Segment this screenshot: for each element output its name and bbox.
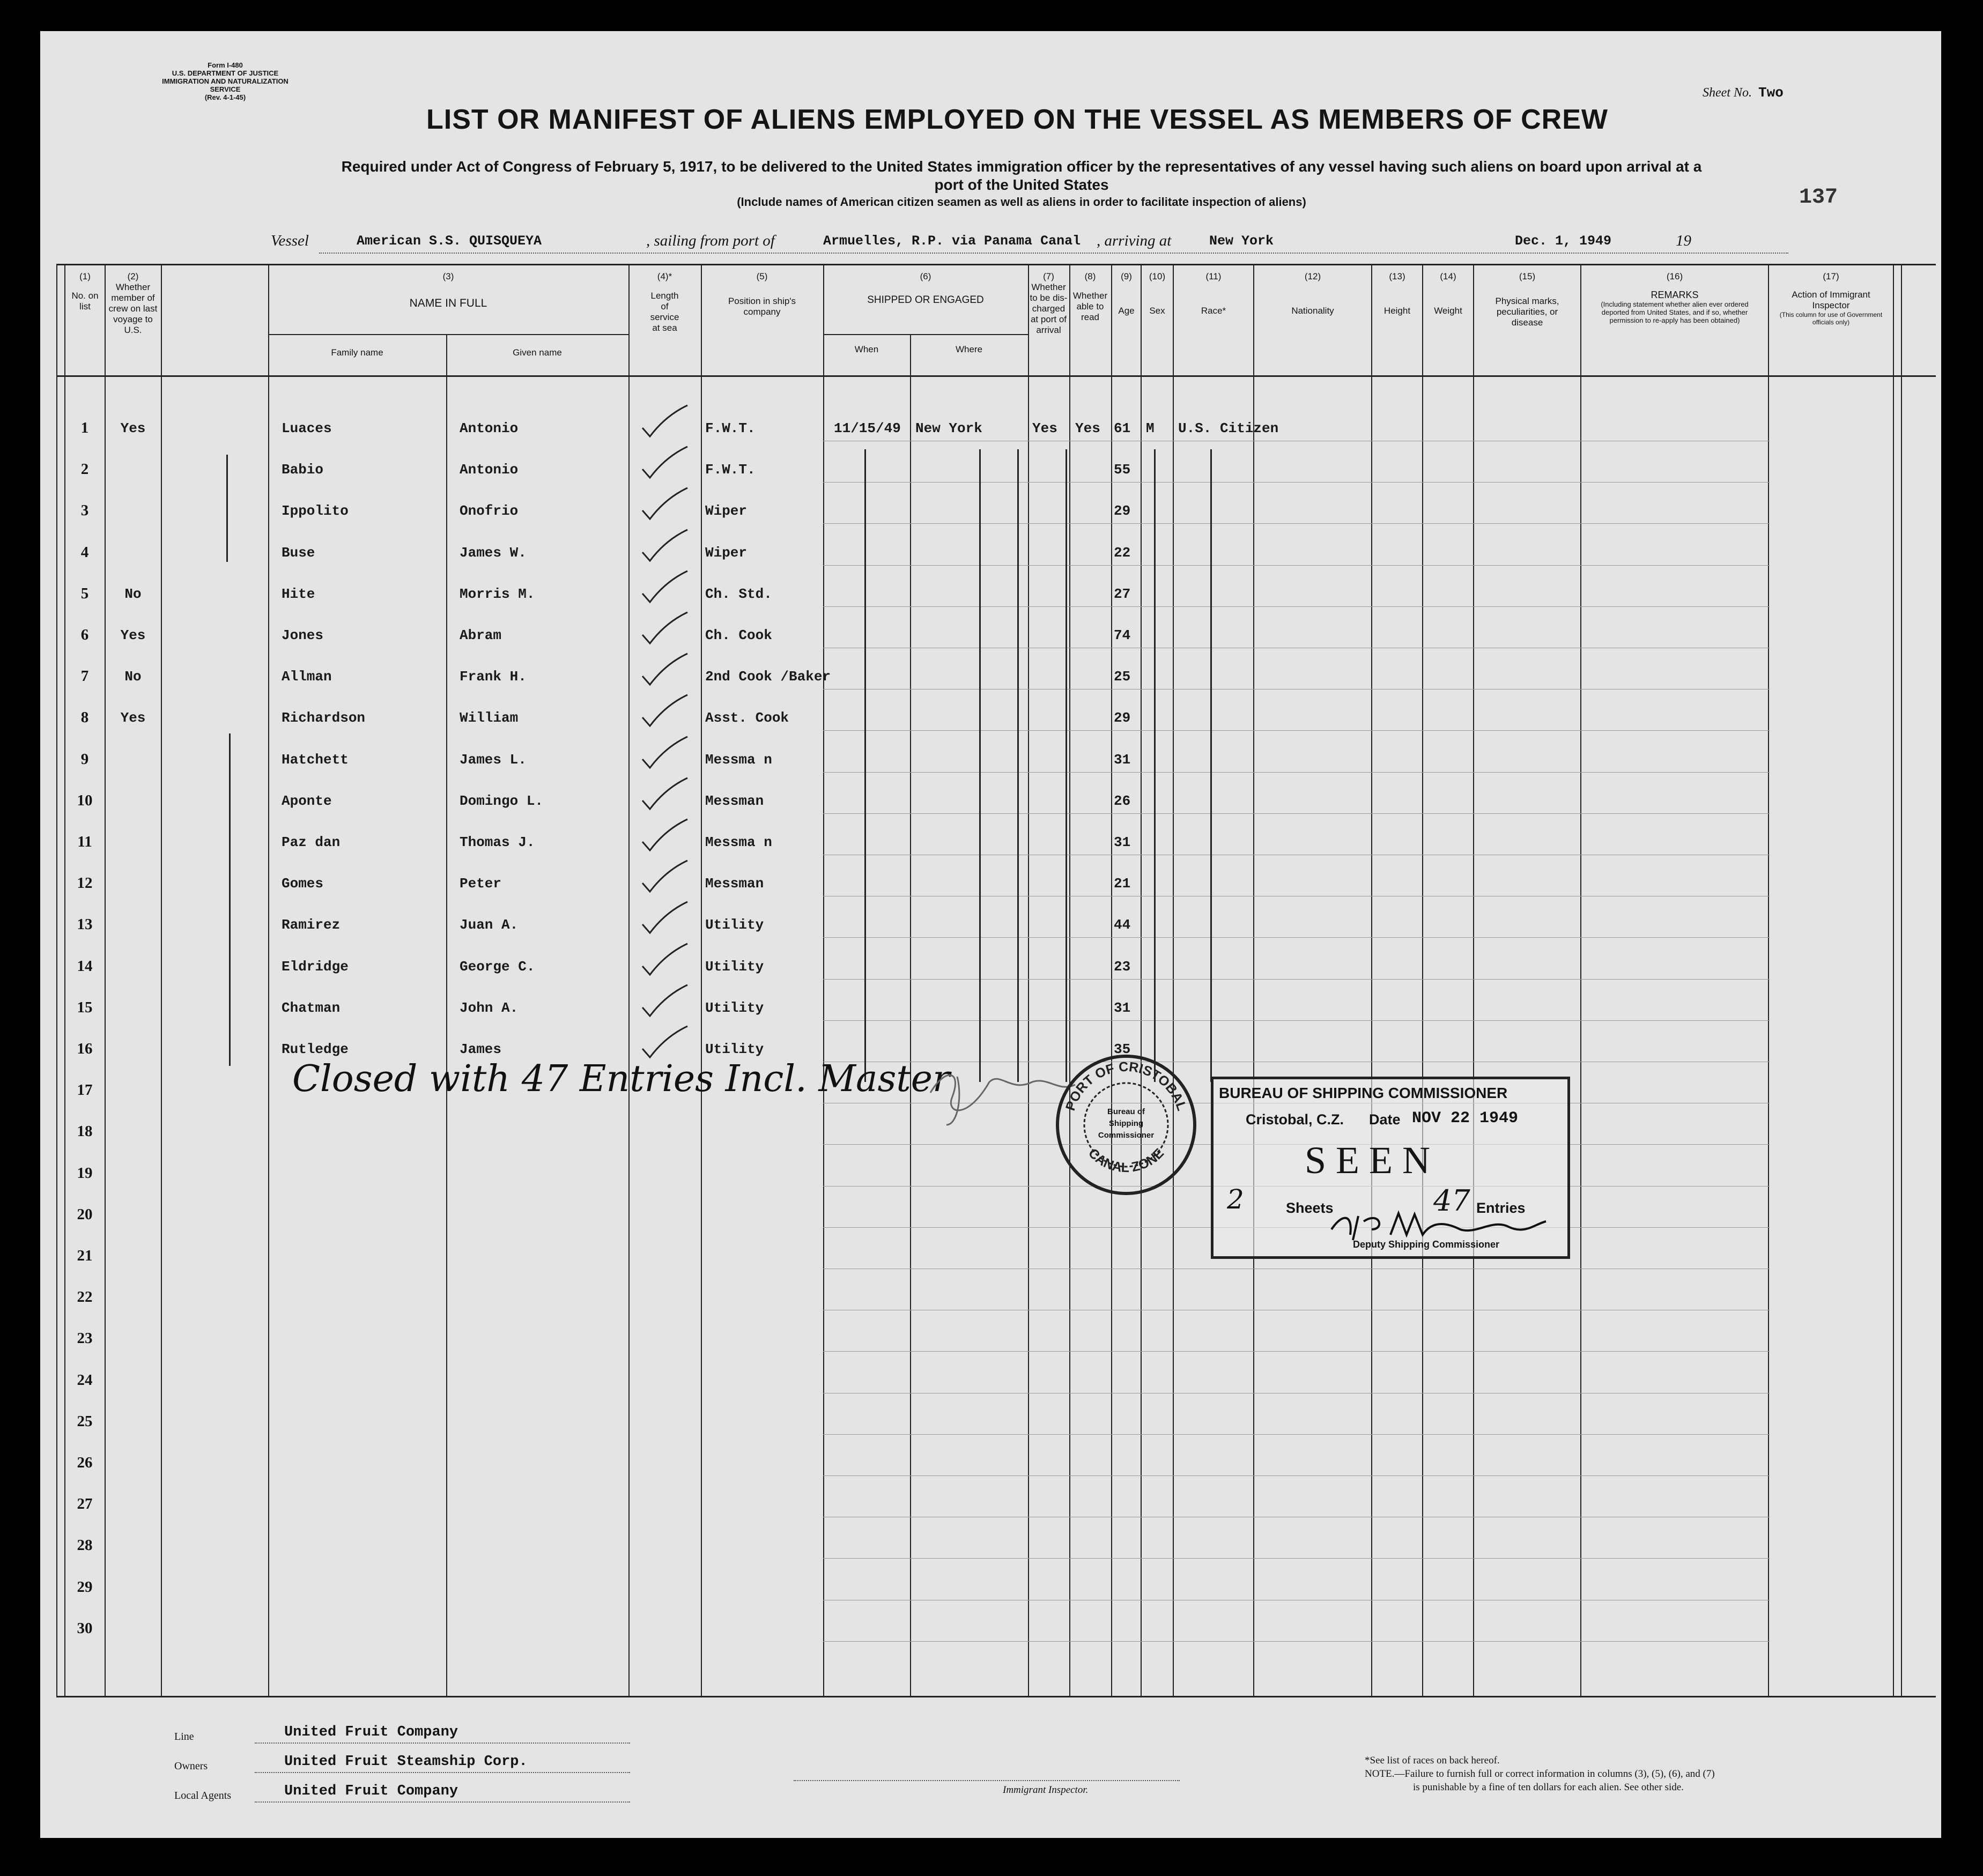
- cell-age: 31: [1114, 999, 1131, 1016]
- row-number: 30: [77, 1619, 93, 1637]
- column-line: [105, 264, 106, 1697]
- line-underline: [255, 1742, 630, 1744]
- ditto-line: [1066, 449, 1067, 1082]
- seal-inner-text: Bureau of Shipping Commissioner: [1098, 1107, 1155, 1140]
- row-rule: [823, 1558, 1770, 1559]
- col-1-header: [65, 271, 105, 312]
- col-16-label: REMARKS: [1651, 290, 1699, 300]
- form-identification: [147, 61, 303, 101]
- seal-bottom-text: CANAL ZONE: [1085, 1145, 1167, 1176]
- row-rule: [823, 1020, 1770, 1021]
- cell-age: 61: [1114, 420, 1131, 436]
- col-1-number: (1): [79, 271, 91, 281]
- cell-given: John A.: [460, 999, 519, 1016]
- col-14-number: (14): [1440, 271, 1456, 281]
- row-rule: [823, 772, 1770, 773]
- column-line: [268, 264, 269, 1697]
- checkmark-icon: [638, 443, 692, 481]
- row-number: 5: [80, 584, 89, 602]
- cell-given: Thomas J.: [460, 834, 535, 850]
- page-title: LIST OR MANIFEST OF ALIENS EMPLOYED ON THE VESSEL AS MEMBERS OF CREW: [426, 104, 1608, 135]
- table-bottom-border: [56, 1696, 1936, 1697]
- cell-last-voyage: Yes: [120, 710, 146, 726]
- row-number: 17: [77, 1081, 93, 1099]
- table-header-bottom: [56, 375, 1936, 377]
- sailing-port: Armuelles, R.P. via Panama Canal: [823, 233, 1081, 249]
- cell-position: Messma n: [705, 751, 772, 768]
- col-14-label: Weight: [1434, 306, 1462, 316]
- row-rule: [823, 523, 1770, 524]
- sheet-number-value: Two: [1758, 85, 1784, 101]
- checkmark-icon: [638, 568, 692, 605]
- cell-age: 25: [1114, 669, 1131, 685]
- vessel-line: [271, 232, 1788, 254]
- ditto-line: [226, 455, 228, 562]
- cell-age: 23: [1114, 958, 1131, 975]
- checkmark-icon: [638, 899, 692, 936]
- stamp-sheets-count: 2: [1227, 1184, 1244, 1215]
- row-number: 28: [77, 1537, 93, 1554]
- cell-family: Richardson: [282, 710, 366, 726]
- stamp-signer-title: Deputy Shipping Commissioner: [1353, 1239, 1500, 1250]
- cell-family: Hite: [282, 585, 315, 602]
- column-line: [1141, 264, 1142, 1697]
- line-value: United Fruit Company: [284, 1724, 458, 1740]
- row-number: 1: [80, 419, 89, 436]
- shipping-commissioner-stamp: [1211, 1077, 1570, 1259]
- department-name: U.S. DEPARTMENT OF JUSTICE: [172, 69, 279, 77]
- cell-age: 29: [1114, 710, 1131, 726]
- cell-position: Utility: [705, 999, 764, 1016]
- revision-date: (Rev. 4-1-45): [204, 93, 246, 101]
- cell-age: 26: [1114, 792, 1131, 809]
- cell-family: Luaces: [282, 420, 332, 436]
- col-7-header: [1029, 271, 1068, 336]
- col-17-label: Action of Immigrant Inspector: [1792, 290, 1870, 310]
- row-rule: [823, 1641, 1770, 1642]
- cell-age: 35: [1114, 1041, 1131, 1057]
- column-line: [1768, 264, 1769, 1697]
- col-5-number: (5): [756, 271, 768, 281]
- cell-age: 21: [1114, 876, 1131, 892]
- checkmark-icon: [638, 609, 692, 647]
- col-3-number: (3): [442, 271, 454, 281]
- column-line: [1473, 264, 1474, 1697]
- agents-label: Local Agents: [174, 1790, 232, 1801]
- col-5-label: Position in ship's company: [728, 296, 796, 317]
- cell-position: Asst. Cook: [705, 710, 789, 726]
- service-name: IMMIGRATION AND NATURALIZATION SERVICE: [162, 77, 288, 93]
- family-name-header: Family name: [331, 347, 383, 358]
- col-13-header: [1372, 271, 1422, 316]
- subtitle-line-1: Required under Act of Congress of February 5, 1917, to be delivered to the United States immigration officer by the representatives of any vessel having such aliens on board upon arrival at a: [341, 158, 1702, 175]
- column-line: [1253, 264, 1254, 1697]
- cell-given: Juan A.: [460, 917, 519, 933]
- cell-when: 11/15/49: [834, 420, 901, 436]
- col-4-number: (4)*: [657, 271, 672, 281]
- col-11-label: Race*: [1201, 306, 1226, 316]
- column-line: [1422, 264, 1423, 1697]
- row-rule: [823, 565, 1770, 566]
- cell-position: F.W.T.: [705, 462, 756, 478]
- col-15-header: [1474, 271, 1580, 328]
- col-12-header: [1254, 271, 1371, 316]
- cell-family: Hatchett: [282, 751, 349, 768]
- sheet-number-label: Sheet No.: [1703, 86, 1752, 100]
- col-7-label: Whether to be dis-charged at port of arrival: [1030, 282, 1068, 335]
- cell-discharged: Yes: [1032, 420, 1057, 436]
- year-label: 19: [1676, 232, 1691, 249]
- col-7-number: (7): [1043, 271, 1054, 281]
- cell-age: 31: [1114, 834, 1131, 850]
- row-rule: [823, 482, 1770, 483]
- row-number: 4: [80, 543, 89, 561]
- cell-family: Jones: [282, 627, 324, 643]
- col-4-label: Length of service at sea: [650, 291, 679, 333]
- cell-position: Messman: [705, 876, 764, 892]
- column-line: [1901, 264, 1902, 1697]
- stamp-date-label: Date: [1369, 1111, 1401, 1128]
- cell-position: Messman: [705, 792, 764, 809]
- col-13-label: Height: [1383, 306, 1411, 316]
- checkmark-icon: [638, 940, 692, 978]
- agents-value: United Fruit Company: [284, 1783, 458, 1799]
- cell-last-voyage: Yes: [120, 420, 146, 436]
- agents-underline: [255, 1801, 630, 1803]
- row-number: 13: [77, 916, 93, 933]
- inspector-label: Immigrant Inspector.: [1003, 1784, 1089, 1796]
- sailing-label: , sailing from port of: [646, 232, 775, 249]
- table-top-border: [56, 264, 1936, 265]
- owners-underline: [255, 1772, 630, 1773]
- cell-family: Eldridge: [282, 958, 349, 975]
- ditto-line: [1017, 449, 1019, 1082]
- cell-family: Ramirez: [282, 917, 341, 933]
- column-line: [701, 264, 702, 1697]
- col-3-header: [268, 271, 628, 309]
- col-8-label: Whether able to read: [1072, 291, 1108, 322]
- row-number: 16: [77, 1040, 93, 1057]
- row-number: 7: [80, 668, 89, 685]
- line-label: Line: [174, 1731, 194, 1742]
- row-rule: [823, 606, 1770, 607]
- form-number: Form I-480: [208, 61, 243, 69]
- cell-age: 27: [1114, 585, 1131, 602]
- row-number: 10: [77, 791, 93, 809]
- cell-family: Allman: [282, 669, 332, 685]
- subtitle-line-2: port of the United States: [934, 176, 1109, 193]
- row-rule: [823, 937, 1770, 938]
- column-line: [64, 264, 65, 1697]
- subtitle-note: (Include names of American citizen seamen as well as aliens in order to facilitate inspection of aliens): [737, 195, 1306, 209]
- col-8-header: [1070, 271, 1110, 323]
- col-2-number: (2): [127, 271, 139, 281]
- row-number: 18: [77, 1123, 93, 1140]
- row-number: 14: [77, 957, 93, 975]
- cell-position: 2nd Cook /Baker: [705, 669, 831, 685]
- cell-age: 44: [1114, 917, 1131, 933]
- inspector-signature-line: [794, 1780, 1180, 1781]
- cell-given: George C.: [460, 958, 535, 975]
- row-number: 19: [77, 1164, 93, 1182]
- cell-age: 74: [1114, 627, 1131, 643]
- checkmark-icon: [638, 775, 692, 812]
- cell-position: Wiper: [705, 544, 748, 561]
- cell-given: Peter: [460, 876, 502, 892]
- column-line: [1028, 264, 1029, 1697]
- port-seal: [1054, 1052, 1198, 1197]
- col-10-header: [1142, 271, 1173, 316]
- row-number: 22: [77, 1288, 93, 1306]
- row-rule: [823, 979, 1770, 980]
- cell-given: James L.: [460, 751, 527, 768]
- row-rule: [823, 813, 1770, 814]
- cell-position: Utility: [705, 1041, 764, 1057]
- cell-given: Morris M.: [460, 585, 535, 602]
- checkmark-icon: [638, 982, 692, 1019]
- cell-age: 55: [1114, 462, 1131, 478]
- col-16-header: [1581, 271, 1768, 324]
- column-line: [56, 264, 57, 1697]
- cell-family: Buse: [282, 544, 315, 561]
- cell-family: Gomes: [282, 876, 324, 892]
- col-3-label: NAME IN FULL: [409, 297, 487, 309]
- sheet-number: [1703, 85, 1784, 101]
- ditto-line: [864, 449, 866, 1082]
- row-rule: [823, 1434, 1770, 1435]
- row-number: 11: [77, 833, 92, 850]
- page-number: 137: [1799, 186, 1838, 210]
- ditto-line: [1154, 449, 1156, 1082]
- stamp-header: BUREAU OF SHIPPING COMMISSIONER: [1219, 1085, 1508, 1101]
- column-line: [823, 264, 824, 1697]
- row-number: 26: [77, 1454, 93, 1471]
- stamp-date: NOV 22 1949: [1412, 1109, 1519, 1128]
- col-15-number: (15): [1519, 271, 1536, 281]
- col-17-sublabel: (This column for use of Government officials only): [1779, 311, 1883, 326]
- cell-family: Aponte: [282, 792, 332, 809]
- cell-given: Frank H.: [460, 669, 527, 685]
- arriving-label: , arriving at: [1097, 232, 1172, 249]
- ditto-line: [1210, 449, 1212, 1082]
- checkmark-icon: [638, 857, 692, 895]
- column-line: [446, 334, 447, 1697]
- checkmark-icon: [638, 1023, 692, 1061]
- row-number: 24: [77, 1371, 93, 1389]
- row-number: 23: [77, 1330, 93, 1347]
- col-8-number: (8): [1084, 271, 1096, 281]
- ditto-line: [979, 449, 981, 1082]
- col-15-label: Physical marks, peculiarities, or disease: [1495, 296, 1559, 328]
- cell-last-voyage: No: [124, 585, 142, 602]
- cell-given: Onofrio: [460, 503, 519, 520]
- row-rule: [823, 730, 1770, 731]
- checkmark-icon: [638, 816, 692, 854]
- col-1-label: No. on list: [71, 291, 99, 312]
- cell-given: James W.: [460, 544, 527, 561]
- cell-position: Wiper: [705, 503, 748, 520]
- column-line: [1580, 264, 1581, 1697]
- form-subtitle: [169, 158, 1874, 194]
- row-rule: [823, 1475, 1770, 1476]
- cell-position: Ch. Std.: [705, 585, 772, 602]
- name-divider: [268, 334, 628, 335]
- cell-age: 22: [1114, 544, 1131, 561]
- col-6-header: [823, 271, 1028, 306]
- column-line: [1893, 264, 1894, 1697]
- col-12-label: Nationality: [1291, 306, 1334, 316]
- col-13-number: (13): [1389, 271, 1405, 281]
- vessel-name: American S.S. QUISQUEYA: [357, 233, 542, 249]
- arrival-date: Dec. 1, 1949: [1515, 233, 1612, 249]
- row-number: 20: [77, 1205, 93, 1223]
- stamp-sheets-label: Sheets: [1286, 1200, 1334, 1216]
- row-number: 2: [80, 461, 89, 478]
- col-10-number: (10): [1149, 271, 1166, 281]
- col-6-label: SHIPPED OR ENGAGED: [867, 294, 984, 306]
- col-12-number: (12): [1304, 271, 1321, 281]
- col-17-number: (17): [1823, 271, 1839, 281]
- stamp-entries-count: 47: [1433, 1184, 1470, 1218]
- checkmark-icon: [638, 527, 692, 564]
- cell-given: James: [460, 1041, 502, 1057]
- checkmark-icon: [638, 692, 692, 729]
- given-name-header: Given name: [513, 347, 562, 358]
- column-line: [1371, 264, 1372, 1697]
- vessel-label: Vessel: [271, 232, 309, 249]
- cell-family: Rutledge: [282, 1041, 349, 1057]
- col-16-number: (16): [1666, 271, 1683, 281]
- cell-race: U.S. Citizen: [1178, 420, 1279, 436]
- stamp-seen: SEEN: [1305, 1139, 1440, 1182]
- race-footnote: *See list of races on back hereof.: [1365, 1755, 1500, 1766]
- ditto-line: [229, 733, 231, 1066]
- col-5-header: [702, 271, 822, 317]
- column-line: [161, 264, 162, 1697]
- row-rule: [823, 1351, 1770, 1352]
- col-2-header: [107, 271, 159, 336]
- checkmark-icon: [638, 733, 692, 771]
- cell-position: Messma n: [705, 834, 772, 850]
- row-number: 21: [77, 1247, 93, 1264]
- owners-label: Owners: [174, 1760, 208, 1772]
- cell-family: Babio: [282, 462, 324, 478]
- column-line: [1173, 264, 1174, 1697]
- cell-given: William: [460, 710, 519, 726]
- col-4-header: [630, 271, 700, 333]
- row-number: 27: [77, 1495, 93, 1513]
- manifest-sheet: [40, 31, 1941, 1838]
- cell-last-voyage: Yes: [120, 627, 146, 643]
- column-line: [910, 334, 911, 1697]
- col-16-sublabel: (Including statement whether alien ever ordered deported from United States, and if so, whether permission to re-apply has been obtained): [1601, 300, 1749, 324]
- col-6-number: (6): [920, 271, 931, 281]
- cell-position: Utility: [705, 958, 764, 975]
- cell-position: F.W.T.: [705, 420, 756, 436]
- penalty-note-2: is punishable by a fine of ten dollars for each alien. See other side.: [1413, 1782, 1684, 1793]
- checkmark-icon: [638, 402, 692, 440]
- vessel-underline: [319, 253, 1788, 254]
- cell-sex: M: [1146, 420, 1155, 436]
- row-number: 12: [77, 874, 93, 892]
- where-header: Where: [955, 344, 983, 354]
- cell-where: New York: [915, 420, 982, 436]
- col-11-header: [1174, 271, 1253, 316]
- col-9-number: (9): [1121, 271, 1132, 281]
- column-line: [1111, 264, 1112, 1697]
- closing-note: Closed with 47 Entries Incl. Master: [292, 1058, 950, 1100]
- owners-value: United Fruit Steamship Corp.: [284, 1754, 528, 1770]
- column-line: [1069, 264, 1070, 1697]
- col-2-label: Whether member of crew on last voyage to U.S.: [108, 282, 158, 335]
- stamp-entries-label: Entries: [1476, 1200, 1526, 1216]
- col-14-header: [1423, 271, 1473, 316]
- col-10-label: Sex: [1149, 306, 1165, 316]
- arriving-port: New York: [1209, 233, 1274, 249]
- shipped-divider: [823, 334, 1028, 335]
- col-9-label: Age: [1118, 306, 1135, 316]
- col-17-header: [1769, 271, 1893, 326]
- when-header: When: [854, 344, 879, 354]
- cell-given: Antonio: [460, 420, 519, 436]
- penalty-note-1: NOTE.—Failure to furnish full or correct information in columns (3), (5), (6), and (7): [1365, 1768, 1715, 1779]
- row-number: 6: [80, 626, 89, 643]
- seal-top-text: PORT OF CRISTOBAL: [1062, 1059, 1190, 1113]
- col-11-number: (11): [1205, 271, 1222, 281]
- row-number: 3: [80, 502, 89, 520]
- row-number: 15: [77, 998, 93, 1016]
- stamp-place: Cristobal, C.Z.: [1246, 1111, 1344, 1128]
- cell-age: 29: [1114, 503, 1131, 520]
- row-number: 9: [80, 750, 89, 768]
- col-9-header: [1112, 271, 1141, 316]
- cell-position: Utility: [705, 917, 764, 933]
- cell-given: Antonio: [460, 462, 519, 478]
- cell-family: Chatman: [282, 999, 341, 1016]
- row-number: 25: [77, 1412, 93, 1430]
- column-line: [628, 264, 630, 1697]
- checkmark-icon: [638, 650, 692, 688]
- cell-given: Abram: [460, 627, 502, 643]
- cell-read: Yes: [1075, 420, 1100, 436]
- cell-family: Ippolito: [282, 503, 349, 520]
- cell-family: Paz dan: [282, 834, 341, 850]
- row-number: 8: [80, 709, 89, 726]
- row-number: 29: [77, 1578, 93, 1596]
- cell-given: Domingo L.: [460, 792, 544, 809]
- cell-position: Ch. Cook: [705, 627, 772, 643]
- cell-age: 31: [1114, 751, 1131, 768]
- checkmark-icon: [638, 485, 692, 522]
- cell-last-voyage: No: [124, 669, 142, 685]
